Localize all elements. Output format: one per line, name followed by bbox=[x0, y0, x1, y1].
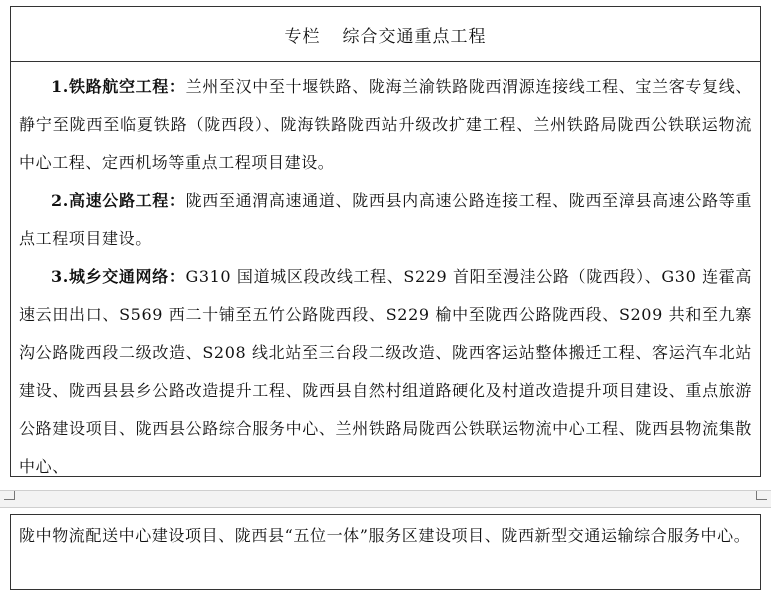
feature-box-continued bbox=[10, 514, 761, 590]
page-corner-mark bbox=[756, 491, 767, 500]
item-text: 兰州至汉中至十堰铁路、陇海兰渝铁路陇西渭源连接线工程、宝兰客专复线、静宁至陇西至临夏铁路（陇西段）、陇海铁路陇西站升级改扩建工程、兰州铁路局陇西公铁联运物流中心工程、定西机场等重点工程项目建设。 bbox=[19, 77, 752, 172]
item-railway-aviation bbox=[19, 68, 752, 182]
feature-box bbox=[10, 6, 761, 477]
item-lead: 2.高速公路工程： bbox=[51, 191, 186, 210]
item-lead: 1.铁路航空工程： bbox=[51, 77, 186, 96]
item-text: G310 国道城区段改线工程、S229 首阳至漫洼公路（陇西段）、G30 连霍高速云田出口、S569 西二十铺至五竹公路陇西段、S229 榆中至陇西公路陇西段、S209 共和至九寨沟公路陇西段二级改造、S208 线北站至三台段二级改造、陇西客运站整体搬迁工程、客运汽车北站建设、陇西县县乡公路改造提升工程、陇西县自然村组道路硬化及村道改造提升项目建设、重点旅游公路建设项目、陇西县公路综合服务中心、兰州铁路局陇西公铁联运物流中心工程、陇西县物流集散中心、 bbox=[19, 267, 752, 476]
continuation-text: 陇中物流配送中心建设项目、陇西县“五位一体”服务区建设项目、陇西新型交通运输综合服务中心。 bbox=[19, 526, 751, 545]
item-urban-rural-network bbox=[19, 258, 752, 486]
item-text: 陇西至通渭高速通道、陇西县内高速公路连接工程、陇西至漳县高速公路等重点工程项目建设。 bbox=[19, 191, 752, 248]
item-expressway bbox=[19, 182, 752, 258]
feature-title-prefix: 专栏 bbox=[284, 26, 321, 47]
feature-content-continued bbox=[11, 515, 760, 555]
page-corner-mark bbox=[4, 491, 15, 500]
feature-title bbox=[11, 7, 760, 62]
item-lead: 3.城乡交通网络： bbox=[51, 267, 186, 286]
page-break bbox=[0, 490, 771, 508]
feature-content bbox=[11, 62, 760, 486]
feature-title-main: 综合交通重点工程 bbox=[342, 26, 487, 47]
